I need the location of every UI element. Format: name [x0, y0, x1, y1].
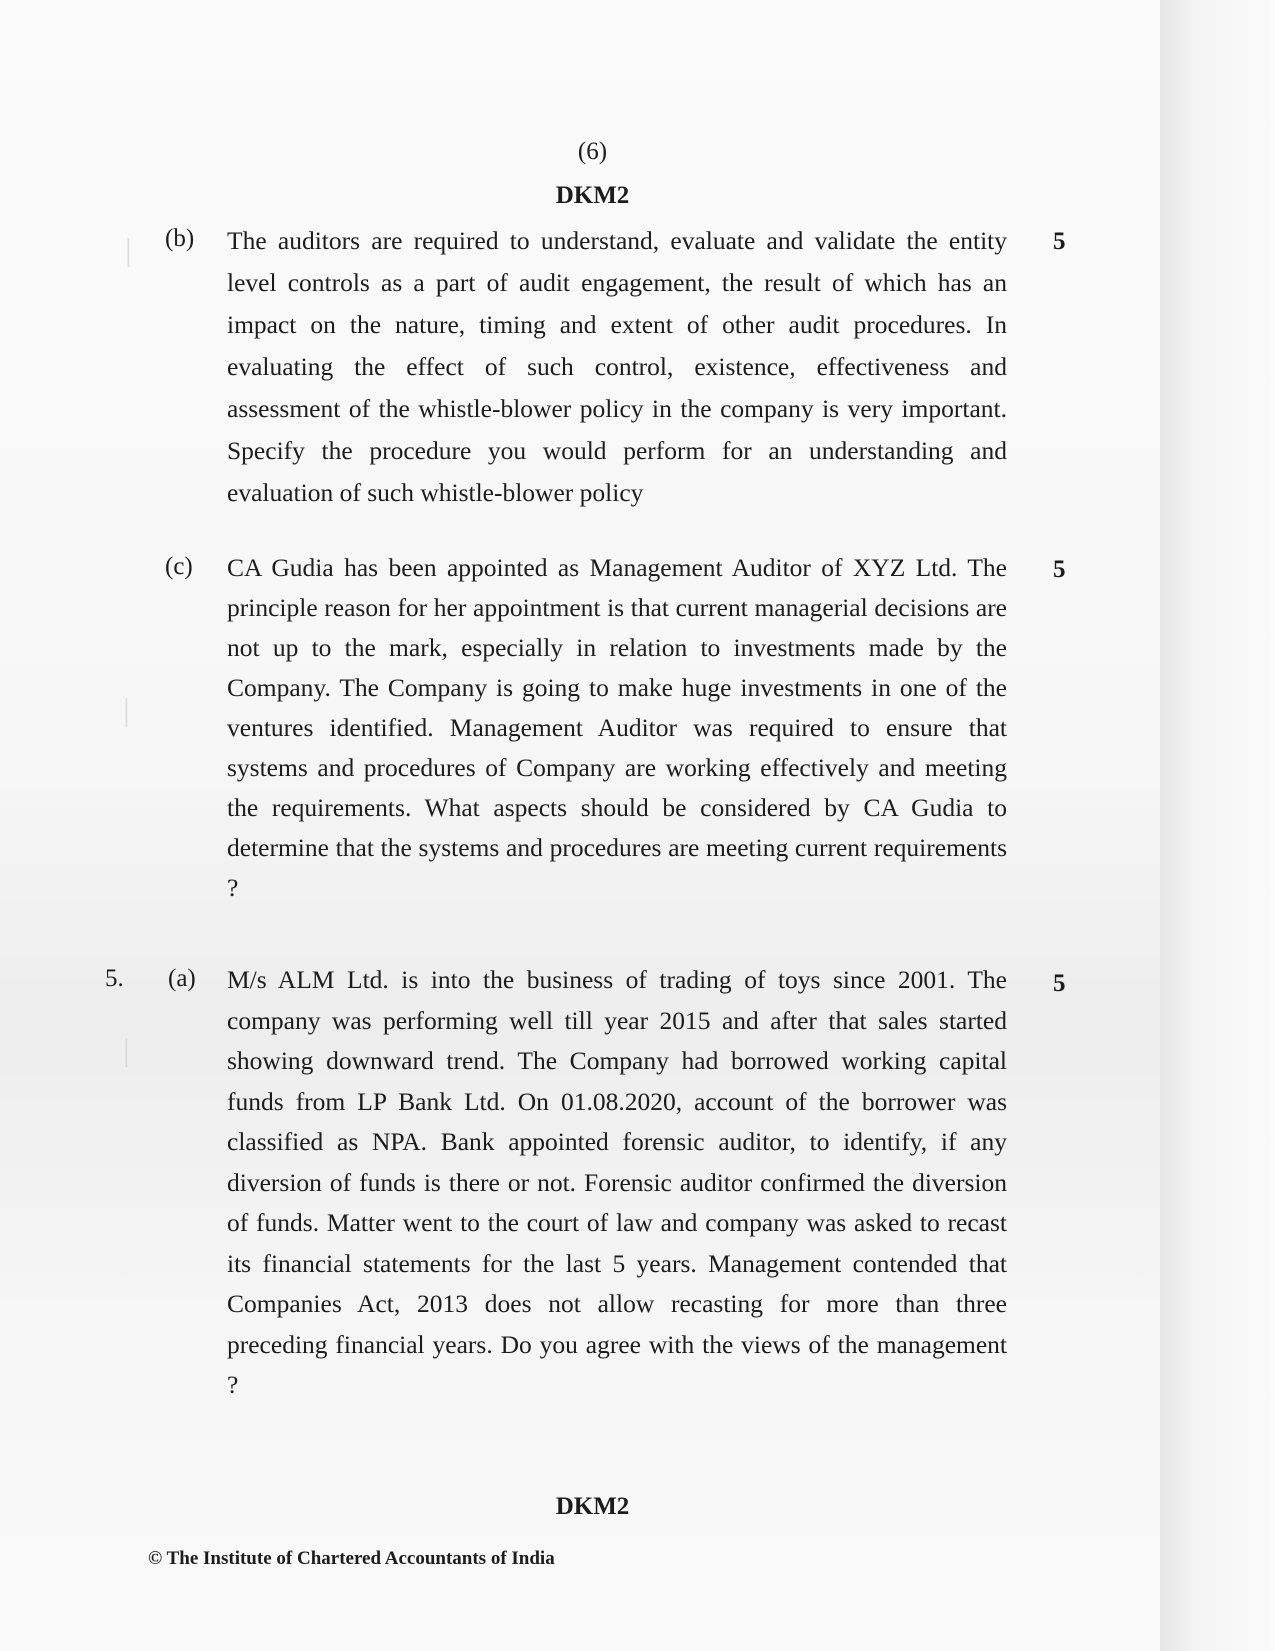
- page-edge-shadow: [1160, 0, 1275, 1651]
- paper-code-header: DKM2: [555, 182, 630, 209]
- page-number: (6): [577, 138, 608, 165]
- question-text: CA Gudia has been appointed as Management Auditor of XYZ Ltd. The principle reason for her appointment is that current managerial decisions are not up to the mark, especially in relation to investments made by the Company. The Company is going to make huge investments in one of the ventures identified. Management Auditor was required to ensure that systems and procedures of Company are working effectively and meeting the requirements. What aspects should be considered by CA Gudia to determine that the systems and procedures are meeting current requirements ?: [227, 553, 1007, 902]
- question-text: The auditors are required to understand, evaluate and validate the entity level controls as a part of audit engagement, the result of which has an impact on the nature, timing and extent of other audit procedures. In evaluating the effect of such control, existence, effectiveness and assessment of the whistle-blower policy in the company is very important. Specify the procedure you would perform for an understanding and evaluation of such whistle-blower policy: [227, 226, 1007, 507]
- question-number: 5.: [105, 965, 124, 992]
- paper-code-footer: DKM2: [555, 1493, 630, 1520]
- question-text: M/s ALM Ltd. is into the business of trading of toys since 2001. The company was performing well till year 2015 and after that sales started showing downward trend. The Company had borrowed working capital funds from LP Bank Ltd. On 01.08.2020, account of the borrower was classified as NPA. Bank appointed forensic auditor, to identify, if any diversion of funds is there or not. Forensic auditor confirmed the diversion of funds. Matter went to the court of law and company was asked to recast its financial statements for the last 5 years. Management contended that Companies Act, 2013 does not allow recasting for more than three preceding financial years. Do you agree with the views of the management ?: [227, 965, 1007, 1399]
- question-marks: 5: [1053, 970, 1066, 997]
- show-through-mark: │: [118, 1040, 136, 1066]
- show-through-mark: │: [118, 700, 136, 726]
- question-label: (b): [165, 225, 195, 252]
- copyright-notice: © The Institute of Chartered Accountants of India: [148, 1548, 555, 1569]
- show-through-mark: │: [120, 240, 138, 266]
- question-marks: 5: [1053, 556, 1066, 583]
- question-label: (c): [165, 553, 193, 580]
- question-marks: 5: [1053, 228, 1066, 255]
- question-label: (a): [168, 965, 196, 992]
